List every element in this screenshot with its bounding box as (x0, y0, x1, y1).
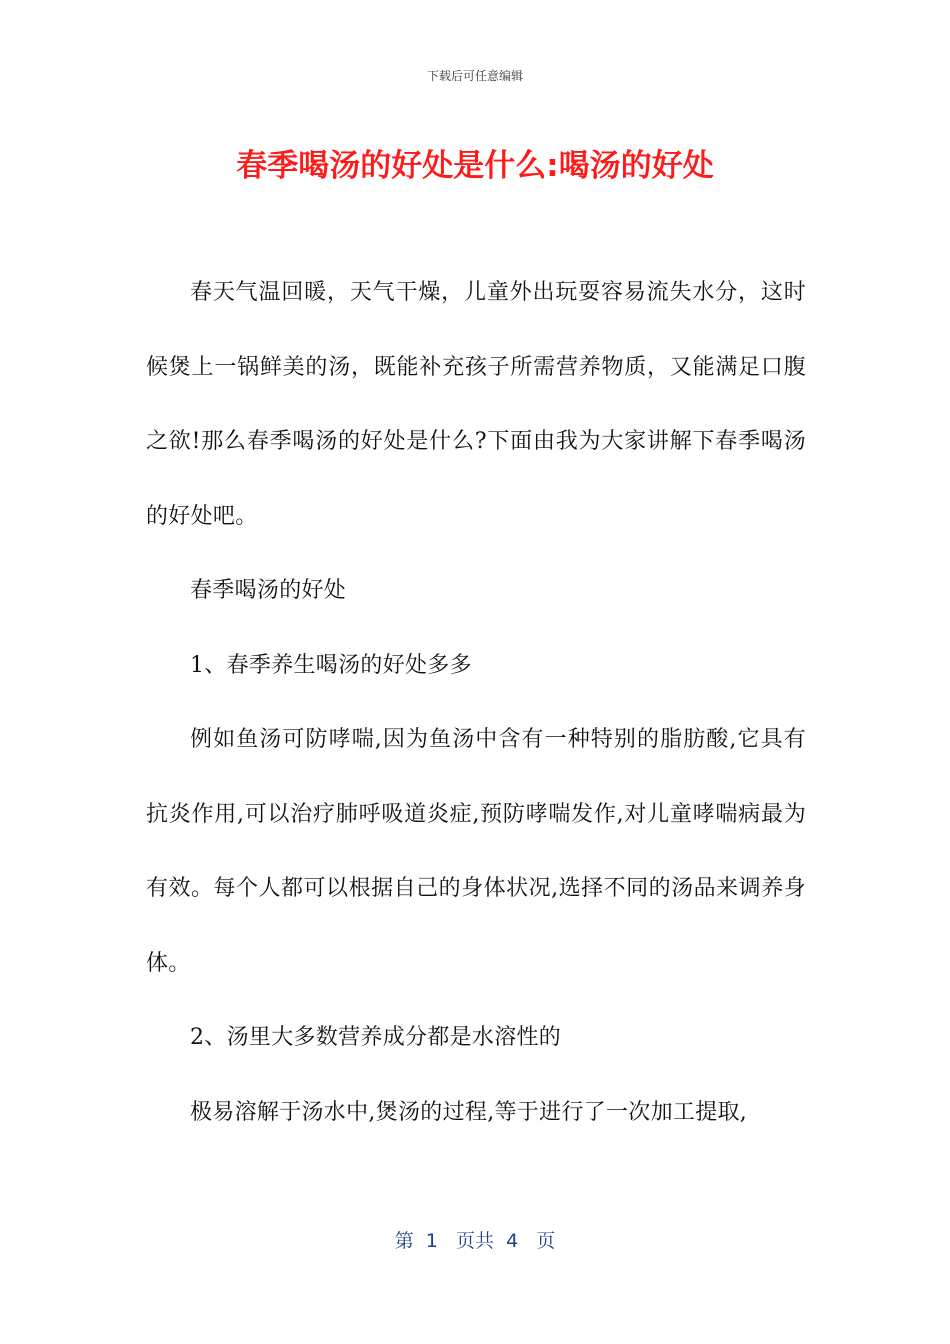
document-body (146, 256, 806, 1150)
paragraph-water-soluble: 极易溶解于汤水中,煲汤的过程,等于进行了一次加工提取, (190, 1099, 748, 1125)
paragraph-intro: 春天气温回暖，天气干燥，儿童外出玩耍容易流失水分，这时候煲上一锅鲜美的汤，既能补充孩子所需营养物质，又能满足口腹之欲!那么春季喝汤的好处是什么?下面由我为大家讲解下春季喝汤的好处吧。 (146, 280, 806, 529)
section-heading: 春季喝汤的好处 (190, 578, 347, 603)
document-title: 春季喝汤的好处是什么:喝汤的好处 (236, 148, 714, 184)
subheading-2: 2、汤里大多数营养成分都是水溶性的 (190, 1025, 562, 1050)
header-note: 下载后可任意编辑 (426, 69, 523, 83)
paragraph-fish-soup: 例如鱼汤可防哮喘,因为鱼汤中含有一种特别的脂肪酸,它具有抗炎作用,可以治疗肺呼吸道炎症,预防哮喘发作,对儿童哮喘病最为有效。每个人都可以根据自己的身体状况,选择不同的汤品来调养身体。 (146, 727, 806, 976)
subheading-1: 1、春季养生喝汤的好处多多 (190, 652, 472, 678)
page-footer: 第 1 页共 4 页 (394, 1230, 556, 1252)
